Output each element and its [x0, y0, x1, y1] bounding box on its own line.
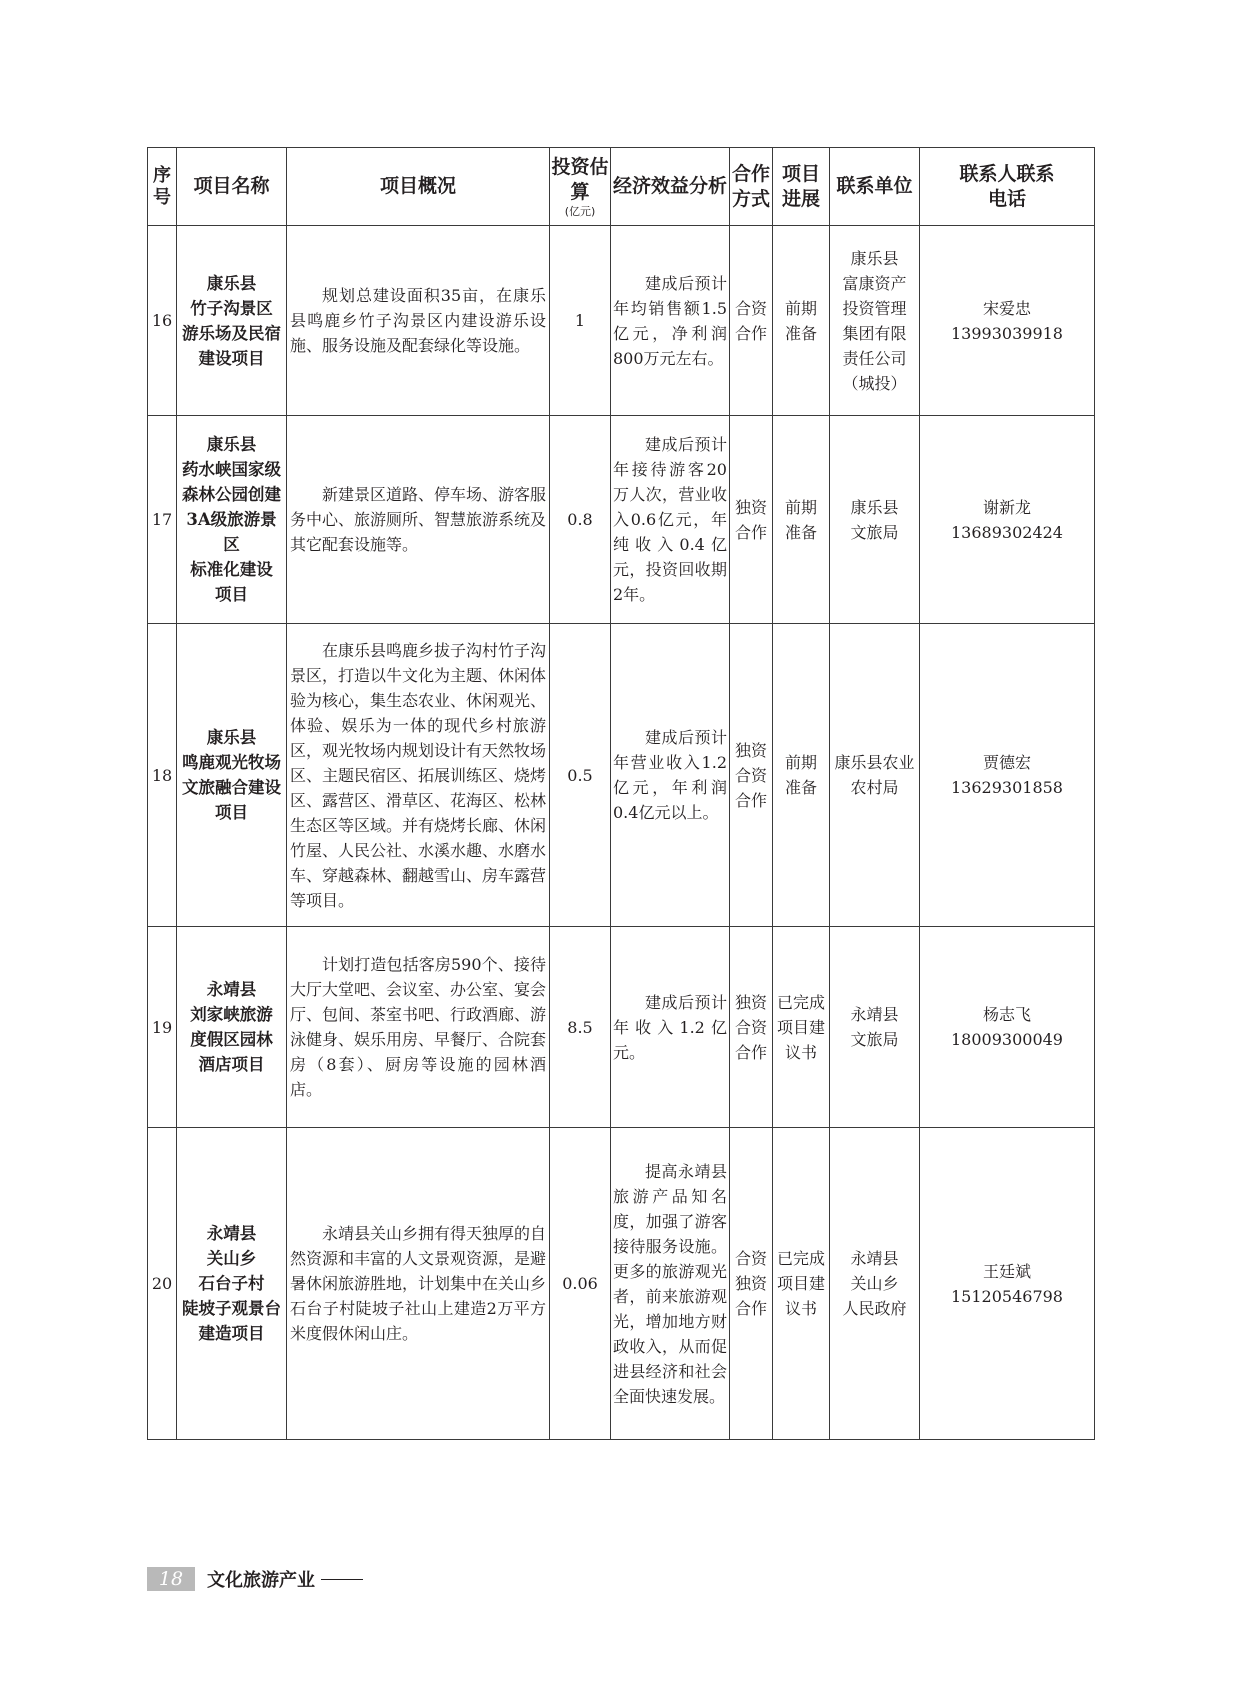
progress-line: 已完成: [776, 1249, 825, 1268]
project-name-line: 项目: [215, 803, 248, 822]
cell-contact: [920, 416, 1095, 624]
unit-line: 人民政府: [842, 1299, 907, 1318]
project-name-line: 度假区园林: [190, 1030, 273, 1049]
cell-econ: 提高永靖县旅游产品知名度，加强了游客接待服务设施。更多的旅游观光者，前来旅游观光，增加地方财政收入，从而促进县经济和社会全面快速发展。: [611, 1128, 730, 1440]
cell-project-desc: 永靖县关山乡拥有得天独厚的自然资源和丰富的人文景观资源，是避暑休闲旅游胜地，计划集中在关山乡石台子村陡坡子社山上建造2万平方米度假休闲山庄。: [287, 1128, 550, 1440]
cell-project-name: [177, 1128, 287, 1440]
cell-coop: [730, 927, 773, 1128]
page-number: 18: [147, 1567, 195, 1591]
cell-contact: [920, 624, 1095, 927]
coop-line: 合作: [734, 790, 767, 810]
cell-econ: 建成后预计年收入1.2亿元。: [611, 927, 730, 1128]
coop-line: 独资: [734, 992, 767, 1012]
unit-line: 永靖县: [850, 1249, 899, 1268]
coop-line: 独资: [734, 1274, 767, 1293]
project-name-line: 永靖县: [206, 980, 257, 999]
progress-line: 准备: [784, 323, 817, 343]
header-desc: 项目概况: [287, 148, 550, 226]
cell-progress: [773, 226, 830, 416]
cell-unit: [830, 927, 920, 1128]
cell-project-desc: 计划打造包括客房590个、接待大厅大堂吧、会议室、办公室、宴会厅、包间、茶室书吧、行政酒廊、游泳健身、娱乐用房、早餐厅、合院套房（8套）、厨房等设施的园林酒店。: [287, 927, 550, 1128]
cell-invest: 0.06: [550, 1128, 611, 1440]
progress-line: 准备: [784, 522, 817, 542]
coop-line: 合作: [734, 1042, 767, 1062]
cell-contact: [920, 226, 1095, 416]
cell-econ: 建成后预计年均销售额1.5亿元，净利润800万元左右。: [611, 226, 730, 416]
cell-seq: 20: [148, 1128, 177, 1440]
unit-line: 投资管理: [842, 298, 907, 318]
progress-line: 项目建: [776, 1274, 825, 1293]
cell-progress: [773, 416, 830, 624]
progress-line: 已完成: [776, 992, 825, 1012]
contact-phone: 13629301858: [951, 778, 1063, 797]
header-name: 项目名称: [177, 148, 287, 226]
table-row: [148, 226, 1095, 416]
table-row: [148, 416, 1095, 624]
cell-project-desc: 新建景区道路、停车场、游客服务中心、旅游厕所、智慧旅游系统及其它配套设施等。: [287, 416, 550, 624]
cell-project-desc: 规划总建设面积35亩，在康乐县鸣鹿乡竹子沟景区内建设游乐设施、服务设施及配套绿化等设施。: [287, 226, 550, 416]
cell-coop: [730, 1128, 773, 1440]
project-name-line: 3A级旅游景区: [186, 510, 277, 554]
unit-line: 责任公司: [842, 348, 907, 368]
table-header-row: [148, 148, 1095, 226]
project-name-line: 标准化建设: [190, 560, 273, 579]
coop-line: 合资: [734, 298, 767, 318]
header-invest-label: 投资估算: [551, 155, 609, 203]
cell-progress: [773, 1128, 830, 1440]
cell-coop: [730, 416, 773, 624]
progress-line: 前期: [784, 753, 817, 772]
header-progress: 项目进展: [773, 148, 830, 226]
progress-line: 前期: [784, 298, 817, 318]
project-name-line: 游乐场及民宿: [182, 323, 281, 343]
unit-line: 康乐县: [850, 248, 899, 268]
coop-line: 合资: [734, 1017, 767, 1037]
coop-line: 合资: [734, 765, 767, 785]
project-name-line: 药水峡国家级: [182, 460, 281, 479]
coop-line: 合作: [734, 1299, 767, 1318]
project-name-line: 关山乡: [206, 1249, 257, 1268]
project-name-line: 永靖县: [206, 1224, 257, 1243]
cell-invest: 1: [550, 226, 611, 416]
cell-coop: [730, 624, 773, 927]
cell-econ: 建成后预计年接待游客20万人次，营业收入0.6亿元，年纯收入0.4亿元，投资回收期2年。: [611, 416, 730, 624]
cell-project-desc: 在康乐县鸣鹿乡拔子沟村竹子沟景区，打造以牛文化为主题、休闲体验为核心，集生态农业、休闲观光、体验、娱乐为一体的现代乡村旅游区，观光牧场内规划设计有天然牧场区、主题民宿区、拓展训练区、烧烤区、露营区、滑草区、花海区、松林生态区等区域。并有烧烤长廊、休闲竹屋、人民公社、水溪水趣、水磨水车、穿越森林、翻越雪山、房车露营等项目。: [287, 624, 550, 927]
cell-unit: [830, 1128, 920, 1440]
header-invest: [550, 148, 611, 226]
progress-line: 前期: [784, 497, 817, 517]
cell-unit: [830, 226, 920, 416]
contact-phone: 15120546798: [951, 1286, 1063, 1306]
cell-project-name: [177, 624, 287, 927]
cell-seq: 18: [148, 624, 177, 927]
progress-line: 项目建: [776, 1017, 825, 1037]
header-coop: 合作方式: [730, 148, 773, 226]
table-row: [148, 1128, 1095, 1440]
table-body: [148, 226, 1095, 1440]
footer-rule: [321, 1579, 363, 1580]
contact-phone: 13993039918: [951, 323, 1063, 343]
project-name-line: 项目: [215, 585, 248, 604]
cell-progress: [773, 624, 830, 927]
progress-line: 议书: [784, 1042, 817, 1062]
contact-name: 杨志飞: [982, 1005, 1031, 1024]
unit-line: 关山乡: [850, 1274, 899, 1293]
progress-line: 准备: [784, 778, 817, 797]
unit-line: 文旅局: [850, 522, 899, 542]
cell-contact: [920, 1128, 1095, 1440]
cell-seq: 19: [148, 927, 177, 1128]
project-name-line: 石台子村: [198, 1274, 265, 1293]
cell-project-name: [177, 927, 287, 1128]
unit-line: 富康资产: [842, 273, 907, 293]
table-row: [148, 927, 1095, 1128]
coop-line: 合作: [734, 323, 767, 343]
cell-invest: 0.8: [550, 416, 611, 624]
cell-progress: [773, 927, 830, 1128]
project-name-line: 建设项目: [198, 348, 265, 368]
cell-project-name: [177, 416, 287, 624]
project-name-line: 森林公园创建: [182, 485, 281, 504]
cell-seq: 17: [148, 416, 177, 624]
header-contact: 联系人联系电话: [920, 148, 1095, 226]
cell-invest: 0.5: [550, 624, 611, 927]
project-name-line: 鸣鹿观光牧场: [182, 753, 281, 772]
contact-name: 宋爱忠: [982, 298, 1031, 318]
coop-line: 合作: [734, 522, 767, 542]
unit-line: 永靖县: [850, 1005, 899, 1024]
project-name-line: 建造项目: [198, 1324, 265, 1343]
unit-line: （城投）: [842, 373, 907, 393]
coop-line: 独资: [734, 497, 767, 517]
project-name-line: 酒店项目: [198, 1055, 265, 1074]
contact-name: 谢新龙: [982, 497, 1031, 517]
header-econ: 经济效益分析: [611, 148, 730, 226]
contact-name: 王廷斌: [982, 1261, 1031, 1281]
contact-phone: 13689302424: [951, 522, 1063, 542]
project-name-line: 康乐县: [206, 435, 257, 454]
header-unit: 联系单位: [830, 148, 920, 226]
project-table-page: [147, 147, 1094, 1440]
coop-line: 独资: [734, 740, 767, 760]
cell-coop: [730, 226, 773, 416]
unit-line: 集团有限: [842, 323, 907, 343]
table-row: [148, 624, 1095, 927]
header-seq: 序号: [148, 148, 177, 226]
project-name-line: 康乐县: [206, 728, 257, 747]
unit-line: 文旅局: [850, 1030, 899, 1049]
contact-name: 贾德宏: [982, 753, 1031, 772]
cell-project-name: [177, 226, 287, 416]
project-name-line: 竹子沟景区: [190, 298, 273, 318]
cell-contact: [920, 927, 1095, 1128]
footer-title: 文化旅游产业: [207, 1570, 315, 1591]
header-invest-unit: (亿元): [564, 204, 596, 218]
cell-econ: 建成后预计年营业收入1.2亿元，年利润0.4亿元以上。: [611, 624, 730, 927]
project-name-line: 康乐县: [206, 273, 257, 293]
project-name-line: 刘家峡旅游: [190, 1005, 273, 1024]
coop-line: 合资: [734, 1249, 767, 1268]
cell-invest: 8.5: [550, 927, 611, 1128]
unit-line: 农村局: [850, 778, 899, 797]
project-table: [147, 147, 1095, 1440]
page-footer: [147, 1566, 363, 1592]
cell-seq: 16: [148, 226, 177, 416]
cell-unit: [830, 624, 920, 927]
unit-line: 康乐县农业: [834, 753, 915, 772]
project-name-line: 陡坡子观景台: [182, 1299, 281, 1318]
project-name-line: 文旅融合建设: [182, 778, 281, 797]
unit-line: 康乐县: [850, 497, 899, 517]
contact-phone: 18009300049: [951, 1030, 1063, 1049]
progress-line: 议书: [784, 1299, 817, 1318]
cell-unit: [830, 416, 920, 624]
